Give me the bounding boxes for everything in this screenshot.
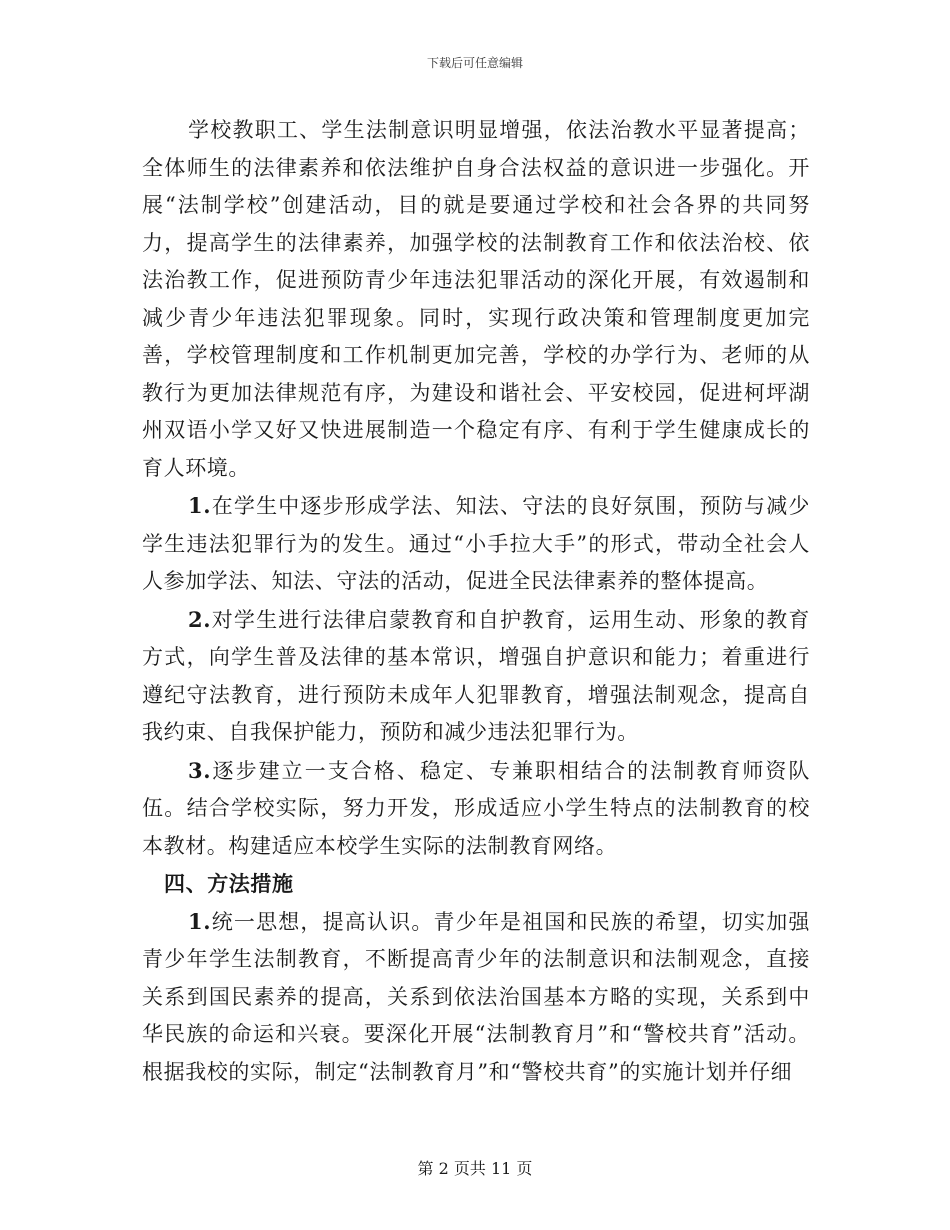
method-1-text: 统一思想，提高认识。青少年是祖国和民族的希望，切实加强青少年学生法制教育，不断提高青少年的法制意识和法制观念，直接关系到国民素养的提高，关系到依法治国基本方略的实现，关系到中华民族的命运和兴衰。要深化开展“法制教育月”和“警校共育”活动。根据我校的实际，制定“法制教育月”和“警校共育”的实施计划并仔细	[142, 909, 810, 1084]
document-body	[142, 112, 810, 1091]
goal-2-number: 2.	[188, 606, 212, 632]
page-footer: 第 2 页共 11 页	[417, 1159, 533, 1178]
goal-1-number: 1.	[188, 493, 212, 518]
goal-item-1	[142, 487, 810, 601]
method-item-1	[142, 903, 810, 1092]
goal-item-2	[142, 601, 810, 752]
section-heading: 四、方法措施	[164, 871, 294, 896]
goal-3-text: 逐步建立一支合格、稳定、专兼职相结合的法制教育师资队伍。结合学校实际，努力开发，形成适应小学生特点的法制教育的校本教材。构建适应本校学生实际的法制教育网络。	[142, 758, 810, 858]
goal-item-3	[142, 752, 810, 866]
header-note: 下载后可任意编辑	[426, 56, 523, 70]
goal-2-text: 对学生进行法律启蒙教育和自护教育，运用生动、形象的教育方式，向学生普及法律的基本常识，增强自护意识和能力；着重进行遵纪守法教育，进行预防未成年人犯罪教育，增强法制观念，提高自我约束、自我保护能力，预防和减少违法犯罪行为。	[142, 607, 810, 744]
goal-1-text: 在学生中逐步形成学法、知法、守法的良好氛围，预防与减少学生违法犯罪行为的发生。通过“小手拉大手”的形式，带动全社会人人参加学法、知法、守法的活动，促进全民法律素养的整体提高。	[142, 494, 810, 593]
goal-3-number: 3.	[188, 757, 212, 783]
intro-paragraph: 学校教职工、学生法制意识明显增强，依法治教水平显著提高；全体师生的法律素养和依法维护自身合法权益的意识进一步强化。开展“法制学校”创建活动，目的就是要通过学校和社会各界的共同努力，提高学生的法律素养，加强学校的法制教育工作和依法治校、依法治教工作，促进预防青少年违法犯罪活动的深化开展，有效遏制和减少青少年违法犯罪现象。同时，实现行政决策和管理制度更加完善，学校管理制度和工作机制更加完善，学校的办学行为、老师的从教行为更加法律规范有序，为建设和谐社会、平安校园，促进柯坪湖州双语小学又好又快进展制造一个稳定有序、有利于学生健康成长的育人环境。	[142, 118, 810, 480]
method-1-number: 1.	[188, 908, 212, 934]
